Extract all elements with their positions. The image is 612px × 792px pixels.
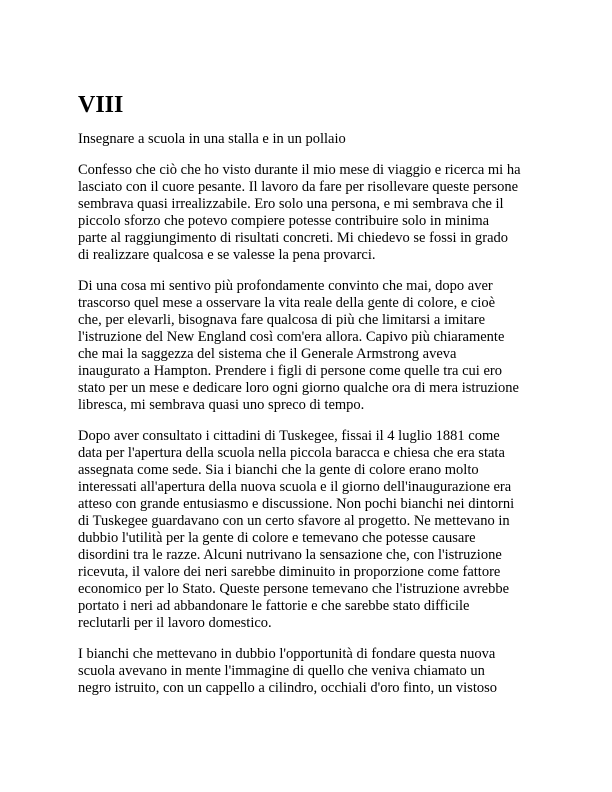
body-paragraph [78, 162, 540, 264]
paragraph-line: stato per un mese e dedicare loro ogni giorno qualche ora di mera istruzione [78, 380, 519, 396]
paragraph-line: di realizzare qualcosa e se valesse la pena provarci. [78, 247, 376, 263]
page-content [78, 91, 540, 697]
paragraph-line: che mai la saggezza del sistema che il Generale Armstrong aveva [78, 346, 457, 362]
chapter-body [78, 162, 540, 697]
body-paragraph [78, 278, 540, 414]
paragraph-line: piccolo sforzo che potevo compiere potesse contribuire solo in minima [78, 213, 490, 229]
paragraph-line: negro istruito, con un cappello a cilindro, occhiali d'oro finto, un vistoso [78, 680, 497, 696]
paragraph-line: che, per elevarli, bisognava fare qualcosa di più che limitarsi a imitare [78, 312, 486, 328]
paragraph-line: ricevuta, il valore dei neri sarebbe diminuito in proporzione come fattore [78, 564, 501, 580]
paragraph-line: atteso con grande entusiasmo e discussione. Non pochi bianchi nei dintorni [78, 496, 515, 512]
paragraph-line: sembrava quasi irrealizzabile. Ero solo una persona, e mi sembrava che il [78, 196, 504, 212]
paragraph-line: Di una cosa mi sentivo più profondamente convinto che mai, dopo aver [78, 278, 493, 294]
paragraph-line: data per l'apertura della scuola nella piccola baracca e chiesa che era stata [78, 445, 505, 461]
paragraph-line: Confesso che ciò che ho visto durante il mio mese di viaggio e ricerca mi ha [78, 162, 521, 178]
paragraph-line: economico per lo Stato. Queste persone temevano che l'istruzione avrebbe [78, 581, 510, 597]
paragraph-line: l'istruzione del New England così com'era allora. Capivo più chiaramente [78, 329, 505, 345]
paragraph-line: libresca, mi sembrava quasi uno spreco di tempo. [78, 397, 365, 413]
paragraph-line: lasciato con il cuore pesante. Il lavoro da fare per risollevare queste persone [78, 179, 519, 195]
paragraph-line: interessati all'apertura della nuova scuola e il giorno dell'inaugurazione era [78, 479, 512, 495]
paragraph-line: portato i neri ad abbandonare le fattorie e che sarebbe stato difficile [78, 598, 470, 614]
body-paragraph [78, 428, 540, 632]
paragraph-line: disordini tra le razze. Alcuni nutrivano la sensazione che, con l'istruzione [78, 547, 502, 563]
paragraph-line: parte al raggiungimento di risultati concreti. Mi chiedevo se fossi in grado [78, 230, 509, 246]
body-paragraph [78, 646, 540, 697]
paragraph-line: di Tuskegee guardavano con un certo sfavore al progetto. Ne mettevano in [78, 513, 510, 529]
paragraph-line: I bianchi che mettevano in dubbio l'opportunità di fondare questa nuova [78, 646, 496, 662]
paragraph-line: inaugurato a Hampton. Prendere i figli di persone come quelle tra cui ero [78, 363, 502, 379]
paragraph-line: dubbio l'utilità per la gente di colore e temevano che potesse causare [78, 530, 476, 546]
paragraph-line: assegnata come sede. Sia i bianchi che la gente di colore erano molto [78, 462, 479, 478]
chapter-title: Insegnare a scuola in una stalla e in un pollaio [78, 131, 346, 147]
paragraph-line: trascorso quel mese a osservare la vita reale della gente di colore, e cioè [78, 295, 496, 311]
paragraph-line: scuola avevano in mente l'immagine di quello che veniva chiamato un [78, 663, 485, 679]
chapter-number-heading: VIII [78, 92, 124, 118]
paragraph-line: Dopo aver consultato i cittadini di Tuskegee, fissai il 4 luglio 1881 come [78, 428, 500, 444]
paragraph-line: reclutarli per il lavoro domestico. [78, 615, 272, 631]
